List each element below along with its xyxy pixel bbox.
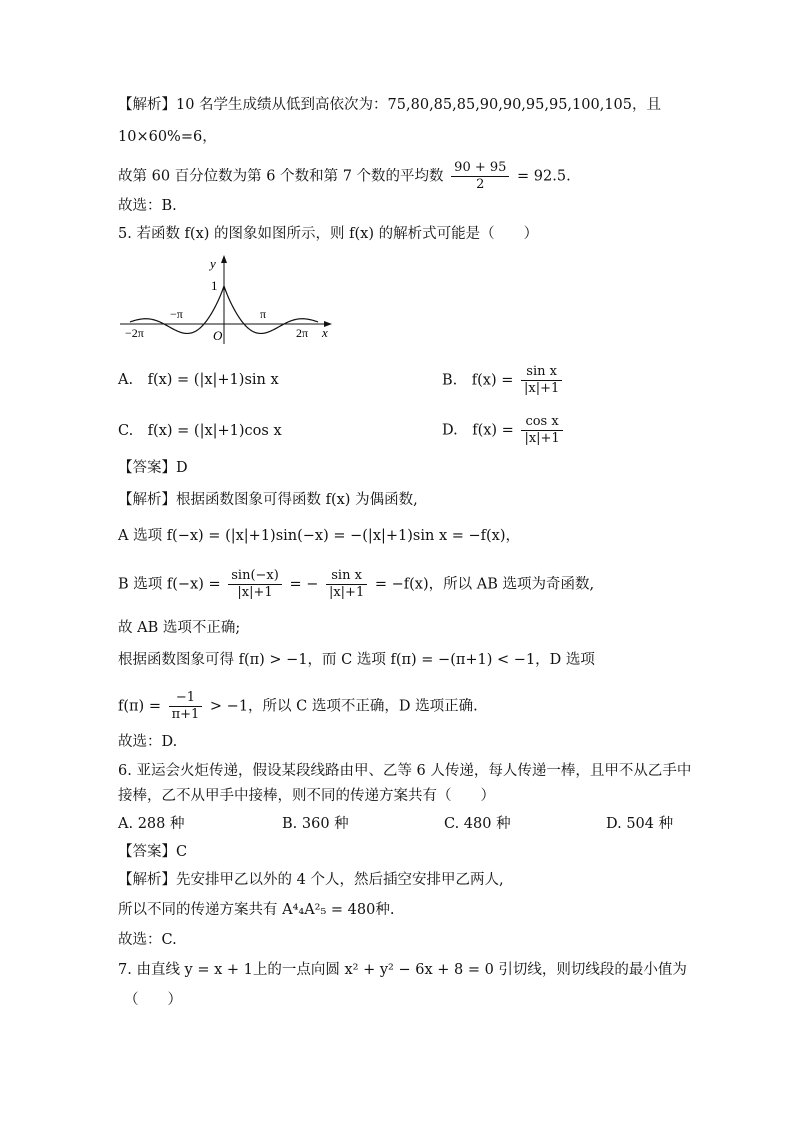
answer-6: 【答案】C [118, 844, 188, 860]
question-6-stem-1: 6. 亚运会火炬传递，假设某段线路由甲、乙等 6 人传递，每人传递一棒，且甲不从乙手中 [118, 763, 692, 779]
label-x: x [322, 325, 328, 340]
option-d-numerator: cos x [521, 414, 562, 431]
analysis-5-line-5: 根据函数图象可得 f(π) > −1，而 C 选项 f(π) = −(π+1) < −1，D 选项 [118, 652, 595, 668]
fraction-sin-x [326, 568, 367, 601]
analysis-5-line-6 [118, 690, 478, 723]
question-6-stem-2: 接棒，乙不从甲手中接棒，则不同的传递方案共有（ ） [118, 788, 495, 804]
choice-line-b: 故选：B. [118, 198, 177, 214]
f-pi-prefix: f(π) = [118, 698, 161, 715]
numerator-neg-1: −1 [169, 690, 203, 707]
denominator-abs-x-1-b: |x|+1 [328, 585, 365, 600]
option-6-b: B. 360 种 [282, 816, 349, 832]
option-b [442, 364, 565, 397]
option-6-a: A. 288 种 [118, 816, 185, 832]
analysis-6-line-2: 所以不同的传递方案共有 A⁴₄A²₅ = 480种. [118, 902, 395, 918]
label-neg-2pi: −2π [125, 326, 144, 340]
option-d [442, 414, 566, 447]
question-5-stem: 5. 若函数 f(x) 的图象如图所示，则 f(x) 的解析式可能是（ ） [118, 226, 539, 242]
option-d-denominator: |x|+1 [524, 431, 560, 446]
analysis-5-line-3 [118, 568, 594, 601]
average-result: = 92.5. [517, 168, 571, 185]
average-fraction [451, 160, 509, 193]
label-origin: O [213, 328, 223, 343]
analysis-line-3 [118, 160, 571, 193]
function-graph [118, 252, 343, 347]
choice-line-c: 故选：C. [118, 932, 177, 948]
average-denominator: 2 [476, 177, 485, 192]
option-b-prefix: B. f(x) = [442, 372, 514, 389]
denominator-abs-x-1: |x|+1 [237, 585, 273, 600]
option-d-prefix: D. f(x) = [442, 422, 514, 439]
analysis-5-line-1: 【解析】根据函数图象可得函数 f(x) 为偶函数, [118, 492, 418, 508]
analysis-line-3-text: 故第 60 百分位数为第 6 个数和第 7 个数的平均数 [118, 168, 444, 185]
label-neg-pi: −π [170, 307, 183, 321]
equals-minus: = − [289, 576, 319, 593]
label-one: 1 [211, 278, 218, 293]
choice-line-d: 故选：D. [118, 734, 178, 750]
option-6-d: D. 504 种 [606, 816, 674, 832]
numerator-sin-x: sin x [326, 568, 367, 585]
option-b-numerator: sin x [521, 364, 562, 381]
analysis-6-line-1: 【解析】先安排甲乙以外的 4 个人，然后插空安排甲乙两人, [118, 872, 504, 888]
analysis-line-1: 【解析】10 名学生成绩从低到高依次为：75,80,85,85,90,90,95,95,100,105，且 [118, 97, 661, 113]
label-y: y [210, 256, 216, 271]
option-6-c: C. 480 种 [444, 816, 511, 832]
label-2pi: 2π [296, 326, 309, 340]
analysis-5-line-3-prefix: B 选项 f(−x) = [118, 576, 221, 593]
average-numerator: 90 + 95 [451, 160, 509, 177]
option-c: C. f(x) = (|x|+1)cos x [118, 423, 282, 439]
analysis-5-line-2: A 选项 f(−x) = (|x|+1)sin(−x) = −(|x|+1)sin x = −f(x)， [118, 528, 520, 544]
question-7-stem-1: 7. 由直线 y = x + 1上的一点向圆 x² + y² − 6x + 8 = 0 引切线，则切线段的最小值为 [118, 962, 687, 978]
option-b-fraction [521, 364, 562, 397]
analysis-5-line-3-suffix: = −f(x)，所以 AB 选项为奇函数, [374, 576, 595, 593]
label-pi: π [260, 307, 267, 321]
denominator-pi-1: π+1 [171, 707, 200, 722]
option-b-denominator: |x|+1 [524, 381, 560, 396]
question-7-stem-2: （ ） [124, 992, 182, 1008]
answer-5: 【答案】D [118, 460, 188, 476]
numerator-sin-neg-x: sin(−x) [228, 568, 282, 585]
analysis-5-line-4: 故 AB 选项不正确; [118, 620, 241, 636]
y-axis-arrow [221, 255, 227, 263]
fraction-sin-neg-x [228, 568, 282, 601]
analysis-5-line-6-suffix: > −1，所以 C 选项不正确，D 选项正确. [209, 698, 478, 715]
fraction-neg-1-over-pi-1 [169, 690, 203, 723]
analysis-line-2: 10×60%=6， [118, 129, 217, 145]
option-d-fraction [521, 414, 562, 447]
option-a: A. f(x) = (|x|+1)sin x [118, 372, 279, 388]
